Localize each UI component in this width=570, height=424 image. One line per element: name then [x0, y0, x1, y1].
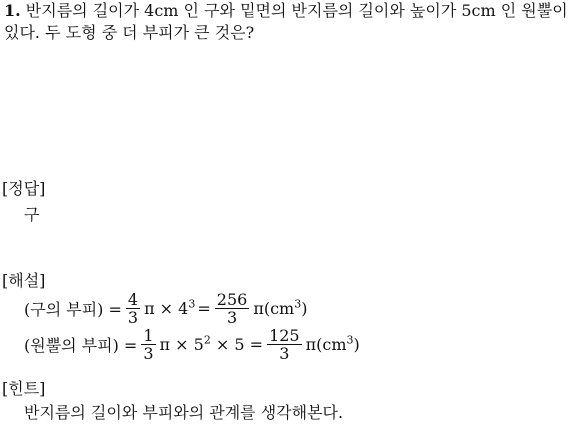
eq1-frac2-num: 256	[216, 289, 248, 309]
eq2-lhs: (원뿔의 부피) =	[24, 335, 138, 355]
question-number: 1.	[4, 1, 21, 20]
eq2-frac2-num: 125	[269, 325, 300, 345]
eq2-mid-exp: 2	[203, 333, 211, 347]
eq2-frac2-den: 3	[279, 343, 290, 363]
eq1-unit-exp: 3	[294, 297, 302, 311]
eq1-fraction-1	[126, 291, 140, 326]
hint-text: 반지름의 길이와 부피와의 관계를 생각해본다.	[24, 403, 344, 422]
eq2-unit-text: π(cm	[305, 334, 347, 354]
eq2-fraction-2	[267, 327, 302, 362]
question-line-1	[4, 0, 568, 22]
question-text-2: 있다. 두 도형 중 더 부피가 큰 것은?	[4, 23, 255, 42]
eq1-lhs: (구의 부피) =	[24, 299, 122, 319]
eq2-unit	[306, 335, 360, 354]
eq2-frac1-den: 3	[143, 343, 154, 363]
eq1-frac2-den: 3	[226, 307, 238, 327]
eq1-fraction-2	[215, 291, 250, 326]
eq2-unit-close: )	[353, 334, 360, 354]
eq1-unit-close: )	[301, 298, 308, 318]
eq2-mid-text: π × 5	[159, 334, 204, 354]
question-text-1: 반지름의 길이가 4cm 인 구와 밑면의 반지름의 길이와 높이가 5cm 인 원뿔이	[25, 1, 568, 20]
hint-header: [힌트]	[2, 379, 46, 398]
equation-cone-volume	[24, 324, 360, 364]
answer-header: [정답]	[2, 179, 46, 198]
eq1-mid	[144, 299, 195, 318]
eq1-unit-text: π(cm	[253, 298, 295, 318]
eq2-mid	[160, 335, 264, 354]
eq1-mid-exp: 3	[188, 297, 196, 311]
eq2-frac1-num: 1	[143, 325, 154, 345]
eq1-unit	[253, 299, 307, 318]
equation-sphere-volume	[24, 288, 307, 328]
eq1-mid-text: π × 4	[144, 298, 189, 318]
eq2-fraction-1	[141, 327, 155, 362]
eq2-mid2-text: × 5 =	[210, 334, 264, 354]
eq1-frac1-num: 4	[127, 289, 139, 309]
eq1-equals: =	[197, 298, 211, 318]
eq2-unit-exp: 3	[346, 333, 354, 347]
answer-text: 구	[24, 205, 40, 224]
explanation-header: [해설]	[2, 271, 46, 290]
eq1-frac1-den: 3	[127, 307, 139, 327]
